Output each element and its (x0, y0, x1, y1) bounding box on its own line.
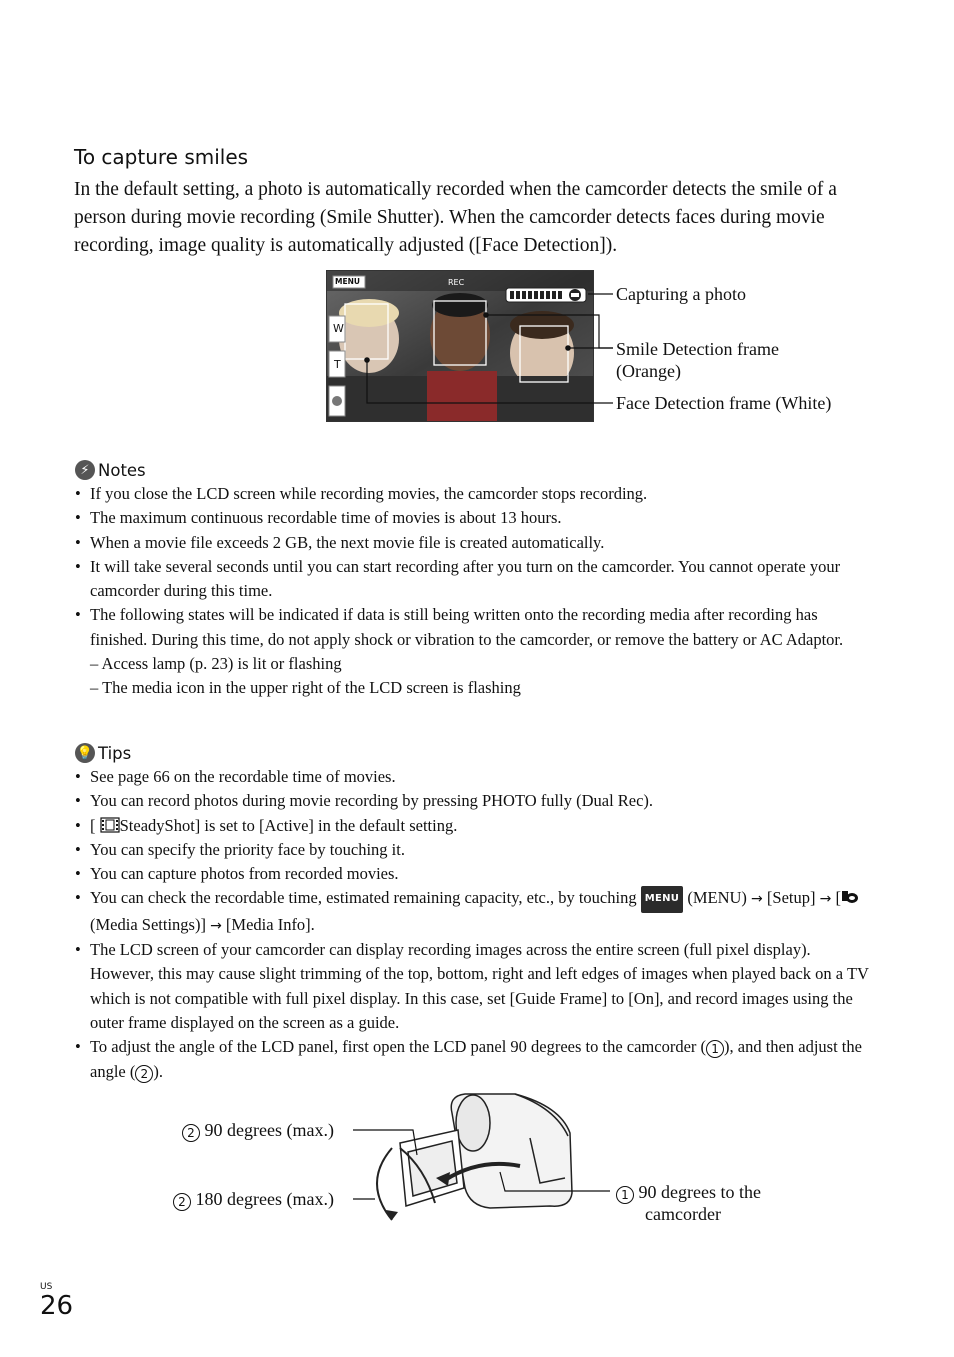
tips-list (75, 765, 875, 1084)
tip-item: • See page 66 on the recordable time of movies. (75, 765, 875, 789)
callout-smile-frame: Smile Detection frame (616, 339, 779, 359)
check-media-open: [ (835, 888, 841, 908)
zoom-w-button[interactable]: W (333, 322, 344, 335)
rec-indicator: REC (448, 278, 465, 287)
circled-number-2: 2 (135, 1065, 153, 1083)
note-item: • If you close the LCD screen while recording movies, the camcorder stops recording. (75, 482, 875, 506)
circled-number-2: 2 (182, 1124, 200, 1142)
notes-section (75, 460, 875, 701)
section-title: To capture smiles (74, 145, 249, 169)
arrow-right-icon: → (210, 917, 222, 934)
check-text: You can check the recordable time, estimated remaining capacity, etc., by touching (90, 888, 637, 908)
tip-item-media-info (75, 886, 875, 938)
note-item: • The following states will be indicated if data is still being written onto the recording media after recording has finished. During this time, do not apply shock or vibration to the camcorder, or remove the battery or AC Adaptor. (75, 603, 875, 652)
lightning-icon: ⚡ (75, 460, 95, 480)
callout-face-frame: Face Detection frame (White) (616, 393, 832, 413)
camcorder-callout-lines (340, 1120, 630, 1220)
callout-capturing-photo: Capturing a photo (616, 284, 746, 304)
tips-title: Tips (98, 743, 132, 763)
film-steadyshot-icon (100, 817, 120, 833)
check-info: [Media Info]. (225, 914, 315, 934)
tip-item-steadyshot (75, 814, 875, 838)
note-item: • When a movie file exceeds 2 GB, the next movie file is created automatically. (75, 531, 875, 555)
arrow-right-icon: → (819, 891, 832, 908)
tip-item: • You can capture photos from recorded movies. (75, 862, 875, 886)
lightbulb-icon: 💡 (75, 743, 95, 763)
callout-lines (0, 0, 954, 430)
callout-smile-frame-color: (Orange) (616, 361, 681, 381)
intro-paragraph: In the default setting, a photo is automatically recorded when the camcorder detects the smile of a person during movie recording (Smile Shutter). When the camcorder detects faces during movie recording, image quality is automatically adjusted ([Face Detection]). (74, 179, 837, 256)
page-footer (40, 1282, 73, 1320)
label-180-max-text: 180 degrees (max.) (195, 1189, 334, 1209)
circled-number-1: 1 (616, 1186, 634, 1204)
angle-text-2: ), and then adjust the angle ( (90, 1037, 862, 1081)
tip-item: • You can record photos during movie recording by pressing PHOTO fully (Dual Rec). (75, 789, 875, 813)
label-180-max (173, 1188, 334, 1211)
tip-item: • You can specify the priority face by touching it. (75, 838, 875, 862)
angle-text-1: To adjust the angle of the LCD panel, first open the LCD panel 90 degrees to the camcorder ( (90, 1037, 707, 1057)
tips-section (75, 743, 875, 1084)
media-settings-icon (841, 889, 859, 905)
menu-label: MENU (335, 277, 360, 286)
notes-heading (75, 460, 875, 480)
notes-title: Notes (98, 460, 146, 480)
notes-list (75, 482, 875, 652)
region-label: US (40, 1282, 53, 1292)
label-90-max-text: 90 degrees (max.) (204, 1120, 334, 1140)
steady-open-bracket: [ (90, 815, 96, 835)
check-media: (Media Settings)] (90, 914, 206, 934)
circled-number-1: 1 (706, 1040, 724, 1058)
check-setup: [Setup] (766, 888, 816, 908)
menu-chip-icon: MENU (641, 886, 683, 912)
label-90-max (182, 1119, 334, 1142)
note-item: • It will take several seconds until you can start recording after you turn on the camcorder. You cannot operate your camcorder during this time. (75, 555, 875, 604)
check-menu: (MENU) (687, 888, 747, 908)
note-subitem: – The media icon in the upper right of the LCD screen is flashing (90, 678, 521, 698)
label-90-camcorder-line1: 90 degrees to the (638, 1182, 761, 1202)
label-90-camcorder-line2: camcorder (645, 1204, 721, 1224)
note-subitem: – Access lamp (p. 23) is lit or flashing (90, 654, 342, 674)
tip-item: • The LCD screen of your camcorder can display recording images across the entire screen (full pixel display). However, this may cause slight trimming of the top, bottom, right and left edges of images when played back on a TV which is not compatible with full pixel display. In this case, set [Guide Frame] to [On], and record images using the outer frame displayed on the screen as a guide. (75, 938, 875, 1035)
label-90-camcorder (616, 1181, 761, 1204)
angle-text-3: ). (153, 1061, 163, 1081)
steady-text: SteadyShot] is set to [Active] in the default setting. (119, 815, 458, 835)
page-number: 26 (40, 1291, 74, 1321)
tips-heading (75, 743, 875, 763)
note-item: • The maximum continuous recordable time of movies is about 13 hours. (75, 506, 875, 530)
circled-number-2: 2 (173, 1193, 191, 1211)
arrow-right-icon: → (751, 891, 763, 908)
tip-item-angle (75, 1035, 875, 1084)
zoom-t-button[interactable]: T (334, 358, 341, 371)
